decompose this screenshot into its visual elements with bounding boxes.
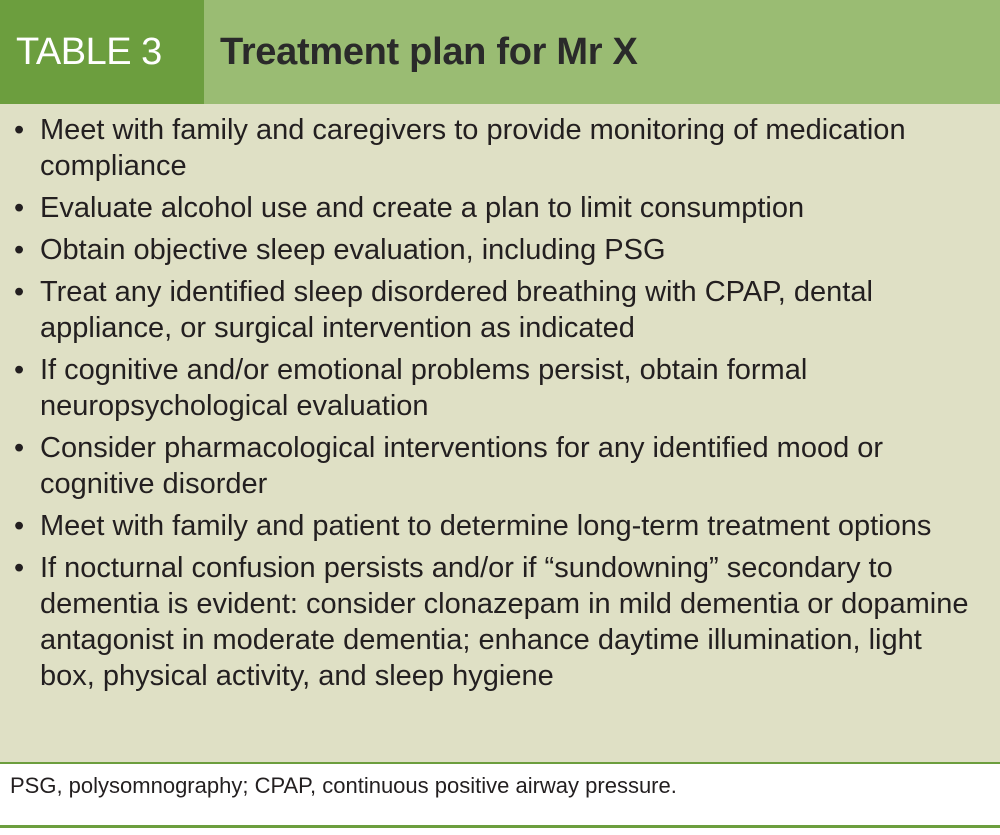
treatment-list (14, 112, 982, 694)
bullet-icon: • (14, 354, 25, 386)
table-footnote: PSG, polysomnography; CPAP, continuous positive airway pressure. (10, 773, 677, 798)
table-header (0, 0, 1000, 104)
list-item-text: Consider pharmacological interventions for any identified mood or cognitive disorder (40, 432, 884, 500)
list-item (14, 232, 982, 268)
bullet-icon: • (14, 432, 25, 464)
list-item-text: Obtain objective sleep evaluation, including PSG (40, 234, 666, 266)
list-item-text: Meet with family and caregivers to provide monitoring of medication compliance (40, 114, 906, 182)
list-item-text: Evaluate alcohol use and create a plan to limit consumption (40, 192, 805, 224)
bottom-divider (0, 825, 1000, 828)
table-body (0, 104, 1000, 762)
bullet-icon: • (14, 192, 25, 224)
list-item (14, 550, 982, 694)
bullet-icon: • (14, 552, 25, 584)
bullet-icon: • (14, 510, 25, 542)
list-item (14, 430, 982, 502)
table-number-label: TABLE 3 (0, 0, 204, 104)
list-item-text: Meet with family and patient to determine long-term treatment options (40, 510, 932, 542)
list-item-text: Treat any identified sleep disordered breathing with CPAP, dental appliance, or surgical intervention as indicated (40, 276, 873, 344)
list-item-text: If nocturnal confusion persists and/or if “sundowning” secondary to dementia is evident: consider clonazepam in mild dementia or dopamine antagonist in moderate dementia; enhance daytime illumination, light box, physical activity, and sleep hygiene (40, 552, 969, 692)
list-item (14, 274, 982, 346)
list-item (14, 112, 982, 184)
footnote-divider (0, 762, 1000, 764)
table-title: Treatment plan for Mr X (204, 0, 1000, 104)
bullet-icon: • (14, 114, 25, 146)
list-item (14, 508, 982, 544)
list-item (14, 190, 982, 226)
bullet-icon: • (14, 276, 25, 308)
list-item (14, 352, 982, 424)
bullet-icon: • (14, 234, 25, 266)
list-item-text: If cognitive and/or emotional problems persist, obtain formal neuropsychological evaluation (40, 354, 808, 422)
